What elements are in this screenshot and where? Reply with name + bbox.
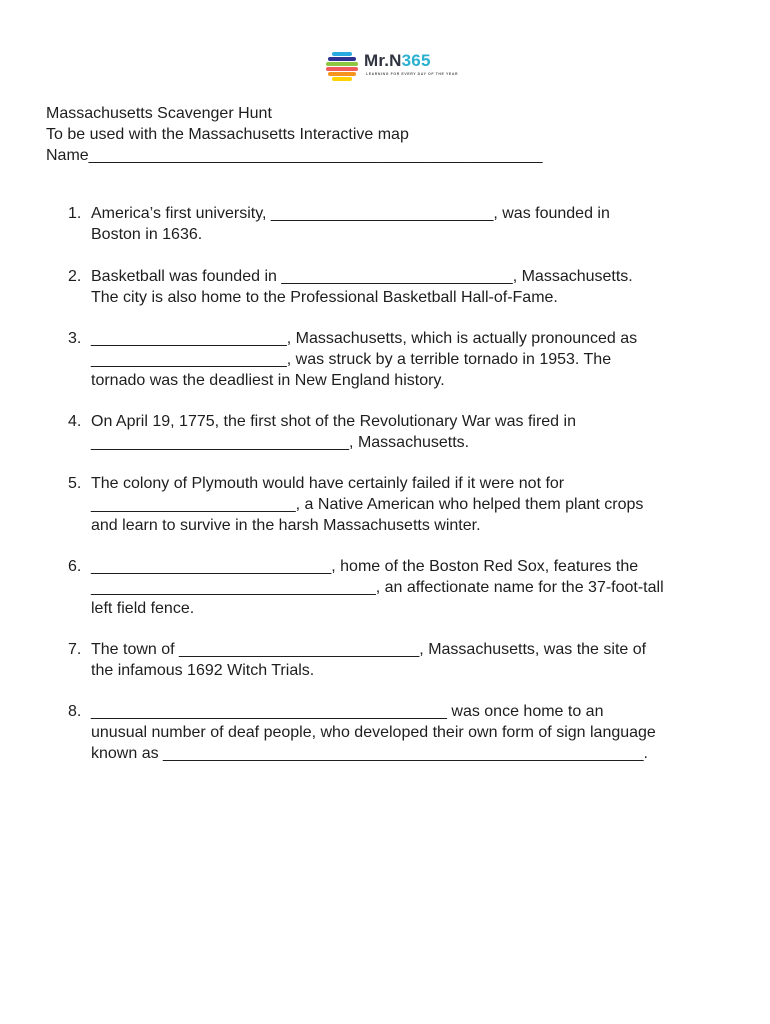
question-number: 8. <box>68 703 82 720</box>
question-list <box>68 203 738 764</box>
question-7 <box>68 639 738 681</box>
question-5 <box>68 473 738 536</box>
logo-brand-accent: 365 <box>401 51 431 70</box>
worksheet-title: Massachusetts Scavenger Hunt <box>46 105 272 122</box>
question-number: 5. <box>68 475 82 492</box>
question-text: On April 19, 1775, the first shot of the Revolutionary War was fired in _____________________________, Massachusetts. <box>91 413 576 451</box>
mrn365-logo <box>326 48 466 88</box>
question-2 <box>68 266 738 308</box>
question-number: 6. <box>68 558 82 575</box>
logo-mark-icon <box>326 48 362 88</box>
question-text: ______________________, Massachusetts, which is actually pronounced as ______________________, was struck by a terrible tornado in 1953. The tornado was the deadliest in New England history. <box>91 330 638 389</box>
question-4 <box>68 411 738 453</box>
question-number: 4. <box>68 413 82 430</box>
question-text: The colony of Plymouth would have certainly failed if it were not for _______________________, a Native American who helped them plant crops and learn to survive in the harsh Massachusetts winter. <box>91 475 644 534</box>
question-text: America’s first university, _________________________, was founded in Boston in 1636. <box>91 205 610 243</box>
worksheet-subtitle: To be used with the Massachusetts Interactive map <box>46 126 409 143</box>
question-3 <box>68 328 738 391</box>
logo-brand-main: Mr.N <box>364 51 402 70</box>
logo-tagline: LEARNING FOR EVERY DAY OF THE YEAR <box>366 72 459 76</box>
question-number: 3. <box>68 330 82 347</box>
question-text: Basketball was founded in __________________________, Massachusetts. The city is also home to the Professional Basketball Hall-of-Fame. <box>91 268 633 306</box>
question-8 <box>68 701 738 764</box>
question-number: 2. <box>68 268 82 285</box>
logo-wordmark <box>364 51 431 71</box>
question-6 <box>68 556 738 619</box>
question-text: ________________________________________ was once home to an unusual number of deaf people, who developed their own form of sign language known as ______________________________________________________. <box>91 703 656 762</box>
question-number: 1. <box>68 205 82 222</box>
question-1 <box>68 203 738 245</box>
question-number: 7. <box>68 641 82 658</box>
question-text: The town of ___________________________, Massachusetts, was the site of the infamous 1692 Witch Trials. <box>91 641 647 679</box>
name-line: Name___________________________________________________ <box>46 147 543 164</box>
question-text: ___________________________, home of the Boston Red Sox, features the ________________________________, an affectionate name for the 37-foot-tall left field fence. <box>91 558 664 617</box>
worksheet-header <box>46 103 543 166</box>
